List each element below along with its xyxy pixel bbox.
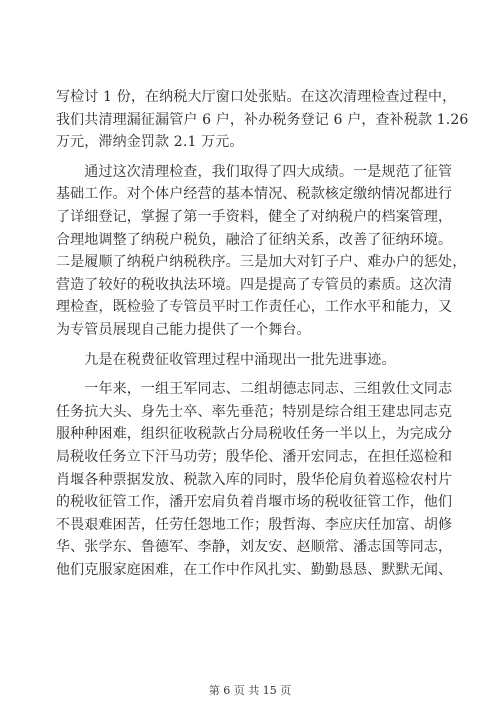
text-line: 不畏艰难困苦，任劳任怨地工作；殷哲海、李应庆任加富、胡修 xyxy=(56,516,453,533)
paragraph-gap xyxy=(56,371,450,378)
text-line: 写检讨 1 份，在纳税大厅窗口处张贴。在这次清理检查过程中， xyxy=(56,89,457,105)
text-line: 九是在税费征收管理过程中涌现出一批先进事迹。 xyxy=(56,351,396,368)
paragraph-gap xyxy=(56,154,450,161)
text-line: 营造了较好的税收执法环境。四是提高了专管员的素质。这次清 xyxy=(56,276,453,293)
text-line: 我们共清理漏征漏管户 6 户，补办税务登记 6 户，查补税款 1.26 xyxy=(56,111,469,128)
text-line: 通过这次清理检查，我们取得了四大成绩。一是规范了征管 xyxy=(56,163,453,180)
paragraph-1 xyxy=(56,86,469,154)
text-line: 服种种困难，组织征收税款占分局税收任务一半以上，为完成分 xyxy=(56,426,453,443)
page-number-footer: 第 6 页 共 15 页 xyxy=(208,684,292,697)
text-line: 基础工作。对个体户经营的基本情况、税款核定缴纳情况都进行 xyxy=(56,186,453,203)
paragraph-3 xyxy=(56,349,450,372)
paragraph-2 xyxy=(56,161,467,342)
text-line: 肖堰各种票据发放、税款入库的同时，殷华伦肩负着巡检农村片 xyxy=(56,471,453,488)
text-line: 合理地调整了纳税户税负，融洽了征纳关系，改善了征纳环境。 xyxy=(56,231,453,248)
text-line: 一年来，一组王军同志、二组胡德志同志、三组敦仕文同志 xyxy=(56,381,453,398)
text-line: 二是履顺了纳税户纳税秩序。三是加大对钉子户、难办户的惩处， xyxy=(56,254,467,271)
paragraph-4 xyxy=(56,378,453,581)
text-line: 了详细登记，掌握了第一手资料，健全了对纳税户的档案管理， xyxy=(56,208,453,225)
text-line: 的税收征管工作，潘开宏肩负着肖堰市场的税收征管工作，他们 xyxy=(56,494,453,511)
text-line: 华、张学东、鲁德军、李静，刘友安、赵顺常、潘志国等同志， xyxy=(56,539,453,556)
text-line: 为专管员展现自己能力提供了一个舞台。 xyxy=(56,321,311,338)
text-line: 局税收任务立下汗马功劳；殷华伦、潘开宏同志，在担任巡检和 xyxy=(56,448,453,465)
text-line: 万元，滞纳金罚款 2.1 万元。 xyxy=(56,134,244,151)
document-body xyxy=(56,86,469,581)
text-line: 理检查，既检验了专管员平时工作责任心，工作水平和能力，又 xyxy=(56,299,453,316)
text-line: 任务抗大头、身先士卒、率先垂范；特别是综合组王建忠同志克 xyxy=(56,403,453,420)
paragraph-gap xyxy=(56,342,450,349)
text-line: 他们克服家庭困难，在工作中作风扎实、勤勤恳恳、默默无闻、 xyxy=(56,561,453,578)
